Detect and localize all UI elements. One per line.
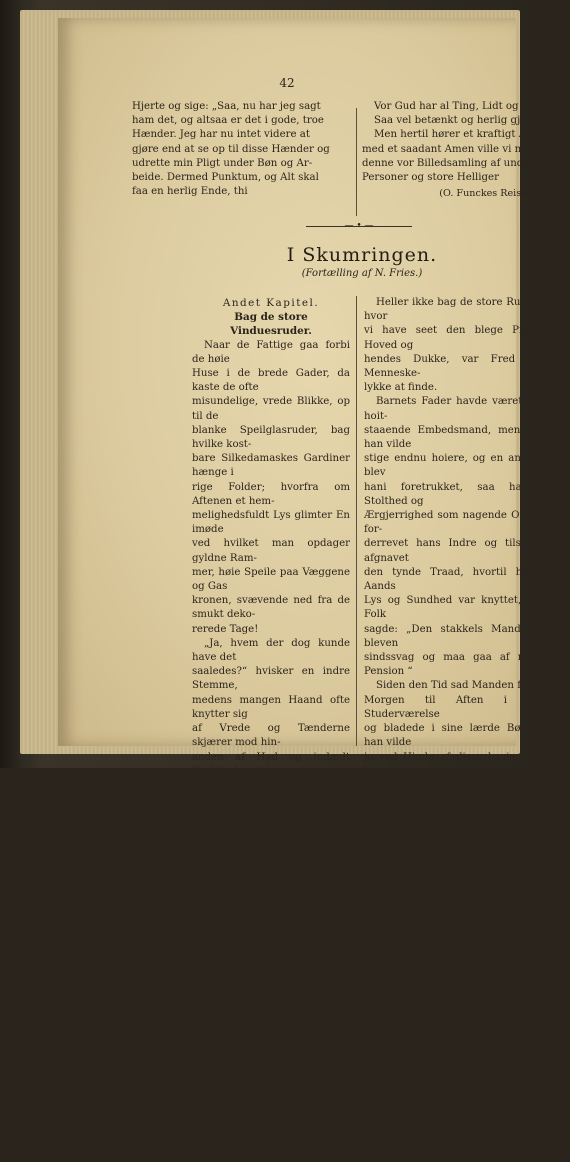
bottom-left-lines	[192, 339, 350, 1149]
source-attribution: (O. Funckes Reiseb lleder.)	[439, 188, 570, 200]
text-line: I den modsatte Ende af den rumme-	[364, 1134, 540, 1161]
text-line: derrevet hans Indre og tilsidst afgnavet	[364, 538, 540, 564]
text-line: lykke at finde.	[364, 382, 438, 394]
article-title: I Skumringen.	[286, 244, 438, 266]
text-line: melighedsfuldt Lys glimter En imøde	[192, 510, 350, 536]
text-line: misundelige, vrede Blikke, op til de	[192, 396, 350, 422]
text-line: ham til at spise og om Aftenen at bringe	[364, 893, 540, 919]
text-line: af Vrede og Tænderne skjærer mod hin-	[192, 723, 350, 749]
text-line: stige endnu hoiere, og en anden blev	[364, 453, 540, 479]
text-line: Men hertil hører et kraftigt Amen, og	[374, 129, 568, 141]
bottom-right-lines	[364, 296, 540, 1162]
article-subtitle: (Fortælling af N. Fries.)	[301, 268, 423, 279]
text-line: Søgen. Ofte var det vanskeligt at faa	[364, 865, 540, 891]
chapter-heading: Andet Kapitel.	[222, 297, 320, 309]
column-rule-bottom	[356, 296, 357, 746]
top-left-column	[132, 100, 344, 199]
text-line: Men dersom Armoden vidste, hvad	[192, 850, 350, 877]
text-line: hendes Dukke, var Fred og Menneske-	[364, 353, 540, 380]
text-line: derhjemme er Hunger og Sorg, og de	[192, 779, 350, 806]
text-line: saa laa hele Verden om ham i bestandig	[364, 1035, 540, 1061]
text-line: med et saadant Amen ville vi nu forlade	[362, 143, 568, 155]
text-line: sagde: „Den stakkels Mand er bleven	[364, 623, 540, 649]
text-line: faa en herlig Ende, thi	[132, 186, 248, 198]
text-line: Barnets Fader havde været en hoit-	[364, 396, 540, 422]
text-line: nøgne Vægge stirrer ned paa de blege	[192, 808, 350, 834]
text-line: medens mangen Haand ofte knytter sig	[192, 694, 350, 720]
text-line: Ansigters Elendighed	[192, 836, 304, 848]
text-line: beide. Dermed Punktum, og Alt skal	[132, 172, 319, 184]
text-line: mer, høie Speile paa Væggene og Gas	[192, 566, 350, 593]
text-line: og de rige Silkeforhæng, at Dunkelhed,	[192, 907, 350, 933]
verse-line: Saa vel betænkt og herlig gjort!	[374, 115, 540, 127]
text-line: Taffel! — ak, da vilde vel mangen	[192, 1049, 350, 1075]
text-line: Heller ikke bag de store Ruder, hvor	[364, 297, 540, 323]
text-line: sinde at finde og komme tilende med sin	[364, 836, 540, 862]
top-right-column	[362, 100, 570, 201]
text-line: rerede Tage!	[192, 623, 259, 635]
verse-line: Vor Gud har al Ting, Lidt og Stort,	[374, 101, 552, 112]
page-number: 42	[279, 76, 295, 90]
text-line: anden af Had og indædt Forbitrelse; thi	[192, 751, 350, 777]
text-line: ikke bliver lysere ved Gasbelysning —	[192, 964, 350, 990]
text-line: Huse i de brede Gader, da kaste de ofte	[192, 368, 350, 394]
text-line: Hjerte og sige: „Saa, nu har jeg sagt	[132, 101, 321, 112]
text-line: Personer og store Helliger	[362, 172, 499, 184]
text-line: Briller med dunkelblaat Glas, og Gar-	[364, 978, 540, 1004]
text-line: Ærgjerrighed som nagende Orme for-	[364, 510, 540, 536]
text-line: kronen, svævende ned fra de smukt deko-	[192, 595, 350, 621]
text-line: vi have seet den blege Piges Hoved og	[364, 325, 540, 351]
bottom-right-column	[364, 296, 540, 1162]
column-rule-top	[356, 108, 357, 216]
text-line: ham det, og altsaa er det i gode, troe	[132, 115, 324, 127]
text-line: hani foretrukket, saa havde Stolthed og	[364, 481, 540, 507]
text-line: at Hunger og Torst efter Lykke og Fred	[192, 992, 350, 1019]
text-line: blanke Speilglasruder, bag hvilke kost-	[192, 424, 350, 451]
text-line: Naar de Fattige gaa forbi de høie	[192, 339, 350, 365]
divider-ornament: — • —	[344, 221, 374, 231]
text-line: der ofte skjuler sig bag de blanke Ruder	[192, 879, 350, 905]
text-line: saaledes?“ hvisker en indre Stemme,	[192, 666, 350, 692]
text-line: udrette min Pligt under Bøn og Ar-	[132, 157, 313, 169]
text-line: ham til Ro, — han var jo ikke færdig	[364, 921, 540, 948]
text-line: hed, som havde lagt sig om hans arme	[364, 1092, 540, 1118]
text-line: Skumring, et Udtryk for den Dunkel-	[364, 1063, 540, 1090]
text-line: Vrede forvandle sig til Sukke og Med-	[192, 1106, 350, 1132]
text-line: lidenhed.	[192, 1134, 240, 1146]
text-line: Sjæl.	[364, 1120, 391, 1132]
text-line: rige Folder; hvorfra om Aftenen et hem-	[192, 481, 350, 507]
book-page	[58, 18, 570, 1161]
bottom-left-column	[192, 296, 350, 1148]
text-line: bare Silkedamaskes Gardiner hænge i	[192, 453, 350, 479]
text-line: staaende Embedsmand, men da han vilde	[364, 424, 540, 451]
text-line: dinerne var altid tæt sammentrukne, —	[364, 1007, 540, 1033]
text-line: med sit Arbeide! Han bar altid store	[364, 950, 540, 976]
text-line: den tynde Traad, hvortil hans Aands	[364, 566, 540, 593]
text-line: knyttet Haand aabne sig og megen	[192, 1078, 350, 1104]
text-line: sindssvag og maa gaa af med Pension “	[364, 652, 540, 678]
text-line: denne vor Billedsamling af underlige	[362, 157, 554, 169]
text-line: Hænder. Jeg har nu intet videre at	[132, 129, 310, 141]
section-heading: Bag de store Vinduesruder.	[230, 311, 312, 338]
text-line: Saa bladede og søgte han uden nogen-	[364, 808, 540, 834]
text-line: havde lidt Uret — himmelskrigende Uret!	[364, 779, 540, 806]
text-line: ved hvilket man opdager gyldne Ram-	[192, 538, 350, 564]
text-line: aldrig bliver stillet ved det velbesatte	[192, 1021, 350, 1047]
text-line: gjøre end at se op til disse Hænder og	[132, 143, 330, 155]
text-line: Siden den Tid sad Manden fra	[376, 680, 532, 692]
text-line: Morgen til Aften i sit Studerværelse	[364, 694, 540, 720]
text-line: jo ved Hjælp af disse bevise, at han	[364, 751, 540, 777]
text-line: hele Livets og Menneskehjertets Mørke	[192, 936, 350, 962]
text-line: Lys og Sundhed var knyttet, og Folk	[364, 595, 540, 621]
text-line: „Ja, hvem der dog kunde have det	[192, 637, 350, 664]
text-line: og bladede i sine lærde Bøger, han vilde	[364, 723, 540, 749]
